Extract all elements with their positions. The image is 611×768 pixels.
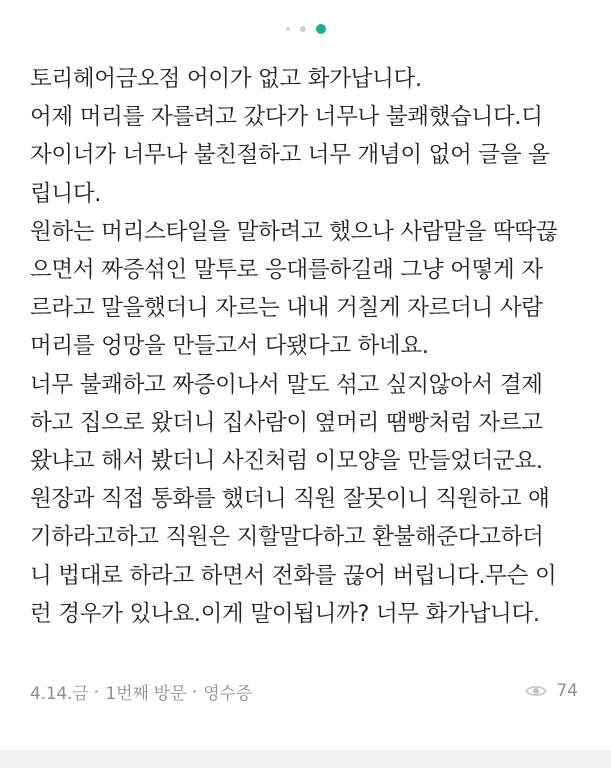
bottom-divider-bar <box>0 750 611 768</box>
review-line: 왔냐고 해서 봤더니 사진처럼 이모양을 만들었더군요. <box>30 448 543 475</box>
review-line: 원하는 머리스타일을 말하려고 했으나 사람말을 딱딱끊 <box>30 218 558 245</box>
review-line: 기하라고하고 직원은 지할말다하고 환불해준다고하더 <box>30 524 544 551</box>
review-meta <box>30 678 252 704</box>
eye-icon <box>525 684 547 698</box>
meta-separator <box>193 690 196 693</box>
review-line: 르라고 말을했더니 자르는 내내 거칠게 자르더니 사람 <box>30 295 543 322</box>
review-line: 립니다. <box>30 180 102 207</box>
pager-dot-3-active[interactable] <box>316 24 326 34</box>
meta-separator <box>95 690 98 693</box>
proof-type: 영수증 <box>203 683 252 704</box>
review-line: 토리헤어금오점 어이가 없고 화가납니다. <box>30 66 422 92</box>
visit-count: 1번째 방문 <box>105 683 187 704</box>
visit-date: 4.14.금 <box>30 683 89 704</box>
review-line: 머리를 엉망을 만들고서 다됐다고 하네요. <box>30 333 429 360</box>
review-line: 니 법대로 하라고 하면서 전화를 끊어 버립니다.무슨 이 <box>30 562 557 589</box>
review-line: 원장과 직접 통화를 했더니 직원 잘못이니 직원하고 얘 <box>30 486 550 513</box>
review-line: 하고 집으로 왔더니 집사람이 옆머리 땜빵처럼 자르고 <box>30 409 543 436</box>
view-count-value: 74 <box>556 681 578 701</box>
review-line: 자이너가 너무나 불친절하고 너무 개념이 없어 글을 올 <box>30 142 550 169</box>
review-line: 런 경우가 있나요.이게 말이됩니까? 너무 화가납니다. <box>30 600 540 627</box>
pager-dot-1[interactable] <box>286 27 290 31</box>
view-count <box>525 678 578 704</box>
pager-dot-2[interactable] <box>300 26 306 32</box>
review-text <box>30 60 590 633</box>
review-line: 으면서 짜증섞인 말투로 응대를하길래 그냥 어떻게 자 <box>30 257 543 284</box>
photo-pager <box>0 22 611 36</box>
review-line: 너무 불쾌하고 짜증이나서 말도 섞고 싶지않아서 결제 <box>30 371 543 398</box>
review-line: 어제 머리를 자를려고 갔다가 너무나 불쾌했습니다.디 <box>30 104 543 131</box>
